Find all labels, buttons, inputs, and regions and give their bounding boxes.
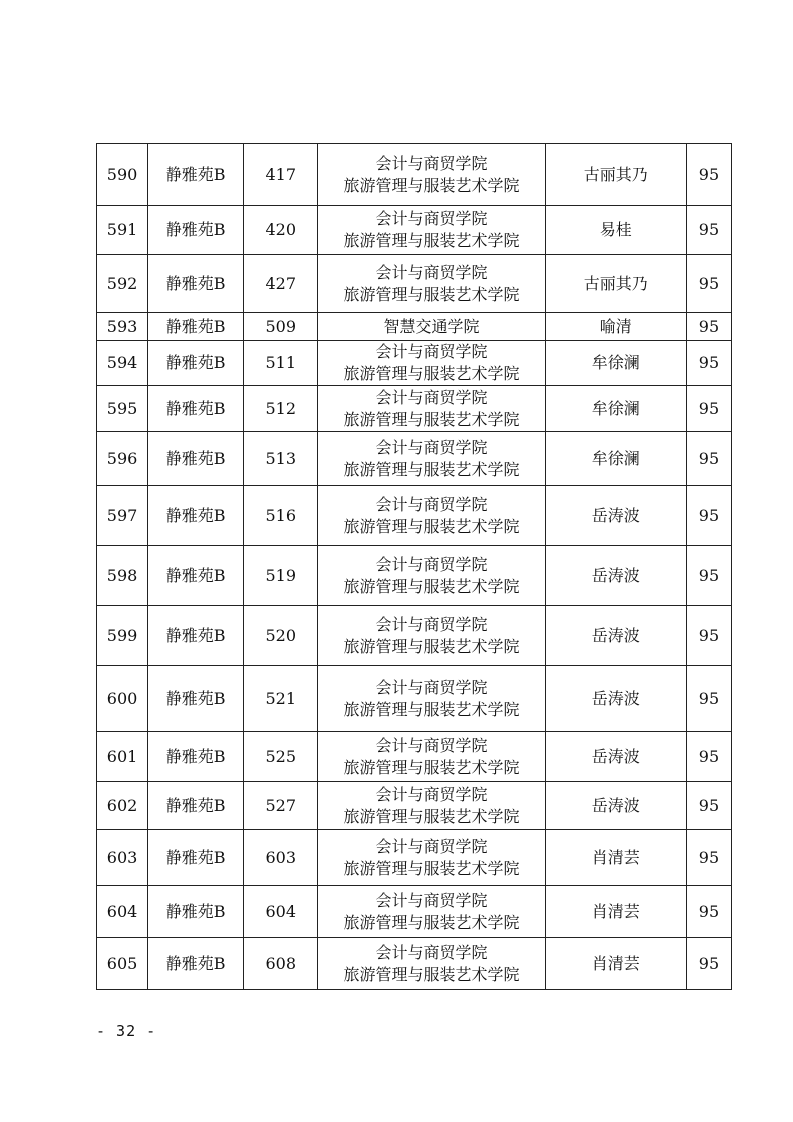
row-number-cell: 590 <box>97 144 148 206</box>
score-cell: 95 <box>686 782 731 830</box>
table-row <box>97 386 732 432</box>
college-line: 旅游管理与服装艺术学院 <box>343 636 520 656</box>
building-cell: 静雅苑B <box>148 782 244 830</box>
score-cell: 95 <box>686 206 731 255</box>
building-cell: 静雅苑B <box>148 830 244 886</box>
score-cell: 95 <box>686 386 731 432</box>
table-row <box>97 938 732 990</box>
building-cell: 静雅苑B <box>148 886 244 938</box>
row-number-cell: 598 <box>97 546 148 606</box>
table-row <box>97 830 732 886</box>
college-line: 旅游管理与服装艺术学院 <box>343 806 520 826</box>
college-cell <box>318 666 545 732</box>
college-cell <box>318 255 545 313</box>
room-cell: 417 <box>244 144 318 206</box>
building-cell: 静雅苑B <box>148 206 244 255</box>
college-line: 会计与商贸学院 <box>375 437 488 457</box>
building-cell: 静雅苑B <box>148 386 244 432</box>
table-row <box>97 732 732 782</box>
score-cell: 95 <box>686 486 731 546</box>
dormitory-score-table <box>96 143 732 990</box>
inspector-name-cell: 古丽其乃 <box>545 255 686 313</box>
room-cell: 420 <box>244 206 318 255</box>
table-row <box>97 313 732 341</box>
inspector-name-cell: 牟徐澜 <box>545 341 686 386</box>
college-cell <box>318 732 545 782</box>
college-line: 会计与商贸学院 <box>375 890 488 910</box>
college-line: 会计与商贸学院 <box>375 209 488 228</box>
score-cell: 95 <box>686 313 731 341</box>
college-cell <box>318 341 545 386</box>
inspector-name-cell: 岳涛波 <box>545 782 686 830</box>
score-cell: 95 <box>686 546 731 606</box>
room-cell: 603 <box>244 830 318 886</box>
row-number-cell: 597 <box>97 486 148 546</box>
college-line: 会计与商贸学院 <box>375 494 488 514</box>
building-cell: 静雅苑B <box>148 341 244 386</box>
inspector-name-cell: 肖清芸 <box>545 938 686 990</box>
building-cell: 静雅苑B <box>148 546 244 606</box>
room-cell: 427 <box>244 255 318 313</box>
table-body <box>97 144 732 990</box>
college-line: 会计与商贸学院 <box>375 614 488 634</box>
college-cell <box>318 144 545 206</box>
inspector-name-cell: 岳涛波 <box>545 486 686 546</box>
inspector-name-cell: 岳涛波 <box>545 666 686 732</box>
row-number-cell: 601 <box>97 732 148 782</box>
college-line: 旅游管理与服装艺术学院 <box>343 912 520 932</box>
table-row <box>97 886 732 938</box>
college-cell <box>318 313 545 341</box>
room-cell: 604 <box>244 886 318 938</box>
room-cell: 519 <box>244 546 318 606</box>
room-cell: 520 <box>244 606 318 666</box>
row-number-cell: 604 <box>97 886 148 938</box>
college-line: 旅游管理与服装艺术学院 <box>343 516 520 536</box>
college-cell <box>318 486 545 546</box>
college-line: 会计与商贸学院 <box>375 836 488 856</box>
building-cell: 静雅苑B <box>148 606 244 666</box>
inspector-name-cell: 易桂 <box>545 206 686 255</box>
row-number-cell: 596 <box>97 432 148 486</box>
room-cell: 509 <box>244 313 318 341</box>
inspector-name-cell: 肖清芸 <box>545 886 686 938</box>
room-cell: 608 <box>244 938 318 990</box>
score-cell: 95 <box>686 666 731 732</box>
college-line: 会计与商贸学院 <box>375 677 488 697</box>
row-number-cell: 593 <box>97 313 148 341</box>
row-number-cell: 591 <box>97 206 148 255</box>
inspector-name-cell: 岳涛波 <box>545 606 686 666</box>
college-line: 旅游管理与服装艺术学院 <box>343 364 520 383</box>
table-row <box>97 486 732 546</box>
score-cell: 95 <box>686 886 731 938</box>
college-line: 旅游管理与服装艺术学院 <box>343 231 520 250</box>
college-line: 会计与商贸学院 <box>375 262 488 282</box>
building-cell: 静雅苑B <box>148 255 244 313</box>
table-row <box>97 666 732 732</box>
college-cell <box>318 782 545 830</box>
building-cell: 静雅苑B <box>148 432 244 486</box>
inspector-name-cell: 喻清 <box>545 313 686 341</box>
building-cell: 静雅苑B <box>148 732 244 782</box>
score-cell: 95 <box>686 255 731 313</box>
building-cell: 静雅苑B <box>148 666 244 732</box>
table-row <box>97 341 732 386</box>
row-number-cell: 603 <box>97 830 148 886</box>
college-line: 会计与商贸学院 <box>375 735 488 755</box>
college-line: 旅游管理与服装艺术学院 <box>343 409 520 429</box>
row-number-cell: 595 <box>97 386 148 432</box>
row-number-cell: 602 <box>97 782 148 830</box>
inspector-name-cell: 肖清芸 <box>545 830 686 886</box>
score-cell: 95 <box>686 938 731 990</box>
row-number-cell: 605 <box>97 938 148 990</box>
college-line: 旅游管理与服装艺术学院 <box>343 757 520 777</box>
inspector-name-cell: 岳涛波 <box>545 546 686 606</box>
table-row <box>97 432 732 486</box>
college-line: 会计与商贸学院 <box>375 784 488 804</box>
inspector-name-cell: 岳涛波 <box>545 732 686 782</box>
college-line: 会计与商贸学院 <box>375 554 488 574</box>
college-line: 旅游管理与服装艺术学院 <box>343 284 520 304</box>
score-cell: 95 <box>686 341 731 386</box>
college-line: 旅游管理与服装艺术学院 <box>343 576 520 596</box>
college-cell <box>318 206 545 255</box>
building-cell: 静雅苑B <box>148 313 244 341</box>
building-cell: 静雅苑B <box>148 938 244 990</box>
row-number-cell: 594 <box>97 341 148 386</box>
room-cell: 527 <box>244 782 318 830</box>
inspector-name-cell: 牟徐澜 <box>545 432 686 486</box>
college-line: 旅游管理与服装艺术学院 <box>343 459 520 479</box>
inspector-name-cell: 古丽其乃 <box>545 144 686 206</box>
row-number-cell: 599 <box>97 606 148 666</box>
building-cell: 静雅苑B <box>148 144 244 206</box>
room-cell: 525 <box>244 732 318 782</box>
room-cell: 521 <box>244 666 318 732</box>
table-row <box>97 546 732 606</box>
college-cell <box>318 886 545 938</box>
college-cell <box>318 386 545 432</box>
college-line: 会计与商贸学院 <box>375 942 488 962</box>
college-cell <box>318 938 545 990</box>
page-number: - 32 - <box>96 1022 157 1040</box>
table-row <box>97 255 732 313</box>
college-line: 旅游管理与服装艺术学院 <box>343 964 520 984</box>
college-cell <box>318 546 545 606</box>
college-line: 旅游管理与服装艺术学院 <box>343 858 520 878</box>
college-line: 旅游管理与服装艺术学院 <box>343 699 520 719</box>
score-cell: 95 <box>686 606 731 666</box>
room-cell: 516 <box>244 486 318 546</box>
score-cell: 95 <box>686 830 731 886</box>
row-number-cell: 600 <box>97 666 148 732</box>
row-number-cell: 592 <box>97 255 148 313</box>
room-cell: 513 <box>244 432 318 486</box>
table-row <box>97 206 732 255</box>
room-cell: 511 <box>244 341 318 386</box>
college-cell <box>318 606 545 666</box>
building-cell: 静雅苑B <box>148 486 244 546</box>
score-cell: 95 <box>686 732 731 782</box>
inspector-name-cell: 牟徐澜 <box>545 386 686 432</box>
college-line: 智慧交通学院 <box>383 316 480 336</box>
college-cell <box>318 830 545 886</box>
table-row <box>97 782 732 830</box>
table-row <box>97 606 732 666</box>
table-row <box>97 144 732 206</box>
college-line: 旅游管理与服装艺术学院 <box>343 175 520 195</box>
score-cell: 95 <box>686 432 731 486</box>
college-line: 会计与商贸学院 <box>375 342 488 361</box>
college-line: 会计与商贸学院 <box>375 153 488 173</box>
college-cell <box>318 432 545 486</box>
college-line: 会计与商贸学院 <box>375 387 488 407</box>
room-cell: 512 <box>244 386 318 432</box>
score-cell: 95 <box>686 144 731 206</box>
